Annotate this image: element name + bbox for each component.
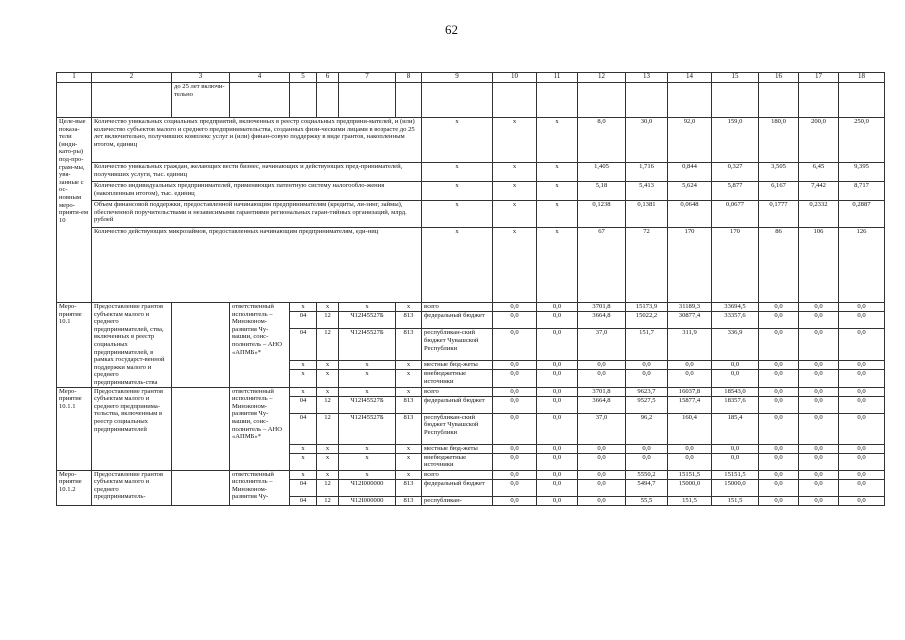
indicator-text: Объем финансовой поддержки, предоставленной начинающим предпринимателям (кредиты, ли-зинг, займы), обеспеченной поручительствами и независимыми гарантиями региональных гаран-тийных организаций, млрд. рублей xyxy=(92,201,422,228)
amount-cell: 0,0 xyxy=(799,453,839,470)
amount-cell: 0,0 xyxy=(839,453,885,470)
amount-cell: 0,0 xyxy=(799,396,839,413)
code-cell: x xyxy=(396,361,422,370)
table-cell: x xyxy=(422,182,493,201)
indicator-value: 6,167 xyxy=(759,182,799,201)
amount-cell: 0,0 xyxy=(493,312,537,329)
code-cell: x xyxy=(317,444,339,453)
amount-cell: 0,0 xyxy=(493,413,537,444)
indicator-value: 0,2332 xyxy=(799,201,839,228)
table-cell: x xyxy=(493,182,537,201)
code-cell: x xyxy=(290,303,317,312)
amount-cell: 0,0 xyxy=(578,444,626,453)
amount-cell: 0,0 xyxy=(493,396,537,413)
indicator-value: 170 xyxy=(668,228,712,303)
table-cell: x xyxy=(537,228,578,303)
amount-cell: 0,0 xyxy=(537,329,578,361)
column-header: 12 xyxy=(578,73,626,83)
amount-cell: 15000,0 xyxy=(712,479,759,496)
funding-source: всего xyxy=(422,470,493,479)
code-cell: x xyxy=(339,303,396,312)
code-cell: x xyxy=(290,470,317,479)
indicator-value: 9,395 xyxy=(839,163,885,182)
column-header: 5 xyxy=(290,73,317,83)
amount-cell: 0,0 xyxy=(759,387,799,396)
code-cell: x xyxy=(290,387,317,396)
code-cell: Ч12I45527Б xyxy=(339,329,396,361)
event-row xyxy=(57,470,885,479)
column-header: 14 xyxy=(668,73,712,83)
code-cell: x xyxy=(339,387,396,396)
amount-cell: 15000,0 xyxy=(668,479,712,496)
table-cell: x xyxy=(537,201,578,228)
table-cell: x xyxy=(422,163,493,182)
funding-source: республикан-ский бюджет Чувашской Республики xyxy=(422,329,493,361)
column-header: 2 xyxy=(92,73,172,83)
column-header: 16 xyxy=(759,73,799,83)
table-cell xyxy=(57,83,92,118)
table-cell: x xyxy=(422,201,493,228)
amount-cell: 37,0 xyxy=(578,329,626,361)
amount-cell: 33694,5 xyxy=(712,303,759,312)
amount-cell: 0,0 xyxy=(493,387,537,396)
code-cell: x xyxy=(290,444,317,453)
amount-cell: 0,0 xyxy=(759,413,799,444)
amount-cell: 0,0 xyxy=(668,453,712,470)
event-name: Предоставление грантов субъектам малого и среднего предпринимателей, ства, включенных в реестр социальных предпринимателей, в рамках государст-венной поддержки малого и среднего предприниматель-ства xyxy=(92,303,172,388)
table-cell: x xyxy=(493,201,537,228)
table-cell xyxy=(839,83,885,118)
indicator-value: 170 xyxy=(712,228,759,303)
amount-cell: 0,0 xyxy=(493,453,537,470)
table-cell xyxy=(578,83,626,118)
table-cell: x xyxy=(493,228,537,303)
indicator-value: 67 xyxy=(578,228,626,303)
code-cell: x xyxy=(339,444,396,453)
funding-source: республикан- xyxy=(422,496,493,505)
amount-cell: 0,0 xyxy=(799,312,839,329)
amount-cell: 0,0 xyxy=(537,361,578,370)
amount-cell: 0,0 xyxy=(759,303,799,312)
code-cell: x xyxy=(339,470,396,479)
indicator-value: 1,716 xyxy=(626,163,668,182)
indicator-value: 72 xyxy=(626,228,668,303)
indicator-value: 5,413 xyxy=(626,182,668,201)
indicators-label: Целе-вые показа-тели (инди-като-ры) под-про-грам-мы, увя-занные с ос-новным меро-прияти-ем 10 xyxy=(57,118,92,303)
funding-source: федеральный бюджет xyxy=(422,396,493,413)
amount-cell: 0,0 xyxy=(759,444,799,453)
indicator-value: 0,0677 xyxy=(712,201,759,228)
amount-cell: 0,0 xyxy=(537,370,578,387)
event-row xyxy=(57,303,885,312)
amount-cell: 0,0 xyxy=(712,370,759,387)
indicator-text: Количество уникальных граждан, желающих вести бизнес, начинающих и действующих пред-принимателей, получивших услуги, тыс. единиц xyxy=(92,163,422,182)
funding-source: всего xyxy=(422,303,493,312)
indicator-value: 7,442 xyxy=(799,182,839,201)
amount-cell: 0,0 xyxy=(493,329,537,361)
code-cell: 04 xyxy=(290,413,317,444)
funding-source: республикан-ский бюджет Чувашской Республики xyxy=(422,413,493,444)
amount-cell: 0,0 xyxy=(493,303,537,312)
indicator-value: 5,877 xyxy=(712,182,759,201)
table-cell xyxy=(339,83,396,118)
code-cell: Ч12I45527Б xyxy=(339,413,396,444)
indicator-value: 8,717 xyxy=(839,182,885,201)
code-cell: 04 xyxy=(290,479,317,496)
amount-cell: 0,0 xyxy=(799,413,839,444)
indicator-value: 6,45 xyxy=(799,163,839,182)
amount-cell: 0,0 xyxy=(839,329,885,361)
amount-cell: 3664,8 xyxy=(578,312,626,329)
funding-source: федеральный бюджет xyxy=(422,312,493,329)
column-header: 10 xyxy=(493,73,537,83)
indicator-text: Количество индивидуальных предпринимателей, применяющих патентную систему налогообло-жения (накопленным итогом), тыс. единиц xyxy=(92,182,422,201)
code-cell: x xyxy=(339,361,396,370)
amount-cell: 15151,5 xyxy=(668,470,712,479)
amount-cell: 37,0 xyxy=(578,413,626,444)
indicator-value: 0,2887 xyxy=(839,201,885,228)
code-cell: x xyxy=(339,453,396,470)
code-cell: x xyxy=(317,370,339,387)
amount-cell: 0,0 xyxy=(537,387,578,396)
indicator-value: 180,0 xyxy=(759,118,799,163)
table-cell: x xyxy=(537,118,578,163)
amount-cell: 0,0 xyxy=(537,479,578,496)
code-cell: Ч12I000000 xyxy=(339,496,396,505)
code-cell: Ч12I45527Б xyxy=(339,396,396,413)
amount-cell: 151,5 xyxy=(712,496,759,505)
amount-cell: 0,0 xyxy=(493,479,537,496)
amount-cell: 33357,6 xyxy=(712,312,759,329)
code-cell: x xyxy=(317,453,339,470)
indicator-value: 200,0 xyxy=(799,118,839,163)
event-label: Меро-приятие 10.1.1 xyxy=(57,387,92,470)
table-cell xyxy=(230,83,290,118)
code-cell: x xyxy=(290,453,317,470)
table-cell xyxy=(172,387,230,470)
code-cell: x xyxy=(396,453,422,470)
amount-cell: 0,0 xyxy=(759,479,799,496)
amount-cell: 5550,2 xyxy=(626,470,668,479)
indicator-value: 106 xyxy=(799,228,839,303)
column-header: 1 xyxy=(57,73,92,83)
indicator-value: 159,0 xyxy=(712,118,759,163)
code-cell: 12 xyxy=(317,312,339,329)
code-cell: x xyxy=(396,387,422,396)
amount-cell: 0,0 xyxy=(626,444,668,453)
amount-cell: 0,0 xyxy=(668,444,712,453)
amount-cell: 0,0 xyxy=(493,444,537,453)
amount-cell: 0,0 xyxy=(799,361,839,370)
table-cell: x xyxy=(422,118,493,163)
amount-cell: 0,0 xyxy=(759,453,799,470)
amount-cell: 0,0 xyxy=(759,496,799,505)
code-cell: 813 xyxy=(396,413,422,444)
column-header: 11 xyxy=(537,73,578,83)
event-label: Меро-приятие 10.1 xyxy=(57,303,92,388)
code-cell: 12 xyxy=(317,479,339,496)
amount-cell: 30877,4 xyxy=(668,312,712,329)
amount-cell: 0,0 xyxy=(759,370,799,387)
code-cell: x xyxy=(396,370,422,387)
column-header: 8 xyxy=(396,73,422,83)
event-responsible: ответственный исполнитель – Минэконом-развития Чу- xyxy=(230,470,290,505)
amount-cell: 160,4 xyxy=(668,413,712,444)
funding-source: местные бюд-жеты xyxy=(422,444,493,453)
funding-source: внебюджетные источники xyxy=(422,370,493,387)
amount-cell: 9527,5 xyxy=(626,396,668,413)
code-cell: 813 xyxy=(396,396,422,413)
amount-cell: 15151,5 xyxy=(712,470,759,479)
amount-cell: 0,0 xyxy=(799,479,839,496)
table-cell: x xyxy=(537,163,578,182)
code-cell: 813 xyxy=(396,312,422,329)
table-cell: x xyxy=(422,228,493,303)
amount-cell: 0,0 xyxy=(537,312,578,329)
table-cell xyxy=(317,83,339,118)
amount-cell: 0,0 xyxy=(839,479,885,496)
column-header: 4 xyxy=(230,73,290,83)
indicator-text: Количество действующих микрозаймов, предоставленных начинающим предпринимателям, еди-ниц xyxy=(92,228,422,303)
amount-cell: 336,9 xyxy=(712,329,759,361)
amount-cell: 0,0 xyxy=(839,387,885,396)
amount-cell: 0,0 xyxy=(578,496,626,505)
column-header: 7 xyxy=(339,73,396,83)
amount-cell: 3701,8 xyxy=(578,387,626,396)
amount-cell: 9623,7 xyxy=(626,387,668,396)
amount-cell: 151,5 xyxy=(668,496,712,505)
indicator-text: Количество уникальных социальных предприятий, включенных в реестр социальных предприни-мателей, и (или) количество субъектов малого и среднего предпринимательства, созданных физи-ческими лицами в возрасте до 25 лет включительно, получивших комплекс услуг и (или) финан-совую поддержку в виде грантов, накопленным итогом, единиц xyxy=(92,118,422,163)
column-header: 9 xyxy=(422,73,493,83)
amount-cell: 185,4 xyxy=(712,413,759,444)
code-cell: x xyxy=(317,387,339,396)
indicator-row xyxy=(57,163,885,182)
event-row xyxy=(57,387,885,396)
funding-source: федеральный бюджет xyxy=(422,479,493,496)
code-cell: 04 xyxy=(290,329,317,361)
amount-cell: 5494,7 xyxy=(626,479,668,496)
amount-cell: 0,0 xyxy=(626,370,668,387)
code-cell: x xyxy=(396,470,422,479)
amount-cell: 3664,8 xyxy=(578,396,626,413)
event-name: Предоставление грантов субъектам малого и среднего предпринима-тельства, включенным в реестр социальных предпринимателей xyxy=(92,387,172,470)
funding-source: внебюджетные источники xyxy=(422,453,493,470)
amount-cell: 0,0 xyxy=(712,444,759,453)
amount-cell: 0,0 xyxy=(712,453,759,470)
amount-cell: 0,0 xyxy=(578,470,626,479)
funding-source: местные бюд-жеты xyxy=(422,361,493,370)
indicator-value: 250,0 xyxy=(839,118,885,163)
amount-cell: 31189,3 xyxy=(668,303,712,312)
amount-cell: 0,0 xyxy=(668,370,712,387)
amount-cell: 0,0 xyxy=(578,453,626,470)
amount-cell: 96,2 xyxy=(626,413,668,444)
amount-cell: 0,0 xyxy=(578,479,626,496)
code-cell: 04 xyxy=(290,496,317,505)
table-cell xyxy=(759,83,799,118)
amount-cell: 0,0 xyxy=(759,312,799,329)
amount-cell: 0,0 xyxy=(537,413,578,444)
indicator-value: 1,405 xyxy=(578,163,626,182)
code-cell: x xyxy=(290,361,317,370)
amount-cell: 0,0 xyxy=(712,361,759,370)
indicator-row xyxy=(57,118,885,163)
table-cell: x xyxy=(493,163,537,182)
budget-table xyxy=(56,72,885,506)
event-name: Предоставление грантов субъектам малого и среднего предприниматель- xyxy=(92,470,172,505)
amount-cell: 0,0 xyxy=(578,361,626,370)
event-label: Меро-приятие 10.1.2 xyxy=(57,470,92,505)
amount-cell: 0,0 xyxy=(537,453,578,470)
column-header: 18 xyxy=(839,73,885,83)
indicator-value: 3,505 xyxy=(759,163,799,182)
table-cell xyxy=(172,303,230,388)
table-cell xyxy=(668,83,712,118)
code-cell: 813 xyxy=(396,496,422,505)
table-row xyxy=(57,83,885,118)
indicator-value: 0,844 xyxy=(668,163,712,182)
column-header: 15 xyxy=(712,73,759,83)
amount-cell: 15877,4 xyxy=(668,396,712,413)
table-cell xyxy=(537,83,578,118)
amount-cell: 0,0 xyxy=(799,303,839,312)
table-cell xyxy=(396,83,422,118)
table-cell xyxy=(493,83,537,118)
table-cell xyxy=(799,83,839,118)
indicator-value: 30,0 xyxy=(626,118,668,163)
amount-cell: 0,0 xyxy=(537,303,578,312)
amount-cell: 0,0 xyxy=(799,444,839,453)
code-cell: 813 xyxy=(396,479,422,496)
amount-cell: 0,0 xyxy=(839,444,885,453)
table-cell xyxy=(290,83,317,118)
amount-cell: 0,0 xyxy=(799,329,839,361)
code-cell: 12 xyxy=(317,396,339,413)
code-cell: x xyxy=(317,470,339,479)
amount-cell: 0,0 xyxy=(668,361,712,370)
code-cell: 04 xyxy=(290,396,317,413)
amount-cell: 0,0 xyxy=(759,470,799,479)
amount-cell: 0,0 xyxy=(839,303,885,312)
amount-cell: 16037,8 xyxy=(668,387,712,396)
column-header: 6 xyxy=(317,73,339,83)
amount-cell: 0,0 xyxy=(839,496,885,505)
code-cell: x xyxy=(317,303,339,312)
amount-cell: 0,0 xyxy=(759,361,799,370)
code-cell: 12 xyxy=(317,329,339,361)
amount-cell: 0,0 xyxy=(578,370,626,387)
code-cell: 12 xyxy=(317,496,339,505)
amount-cell: 0,0 xyxy=(537,396,578,413)
amount-cell: 0,0 xyxy=(839,312,885,329)
table-cell xyxy=(422,83,493,118)
indicator-value: 5,18 xyxy=(578,182,626,201)
funding-source: всего xyxy=(422,387,493,396)
indicator-value: 92,0 xyxy=(668,118,712,163)
amount-cell: 0,0 xyxy=(799,370,839,387)
amount-cell: 18357,6 xyxy=(712,396,759,413)
indicator-value: 126 xyxy=(839,228,885,303)
event-responsible: ответственный исполнитель – Минэконом-развития Чу-вашии, соис-полнитель – АНО «АПМБ»* xyxy=(230,387,290,470)
indicator-value: 0,1381 xyxy=(626,201,668,228)
code-cell: x xyxy=(339,370,396,387)
amount-cell: 0,0 xyxy=(493,496,537,505)
indicator-value: 86 xyxy=(759,228,799,303)
table-cell: x xyxy=(493,118,537,163)
amount-cell: 15173,9 xyxy=(626,303,668,312)
amount-cell: 55,5 xyxy=(626,496,668,505)
amount-cell: 0,0 xyxy=(537,496,578,505)
page-number: 62 xyxy=(445,22,458,37)
amount-cell: 0,0 xyxy=(626,453,668,470)
amount-cell: 0,0 xyxy=(799,496,839,505)
code-cell: x xyxy=(290,370,317,387)
amount-cell: 3701,8 xyxy=(578,303,626,312)
code-cell: 12 xyxy=(317,413,339,444)
amount-cell: 0,0 xyxy=(839,413,885,444)
event-responsible: ответственный исполнитель – Минэконом-развития Чу-вашии, соис-полнитель – АНО «АПМБ»* xyxy=(230,303,290,388)
table-cell xyxy=(92,83,172,118)
header-row xyxy=(57,73,885,83)
code-cell: Ч12I45527Б xyxy=(339,312,396,329)
age-note: до 25 лет включи-тельно xyxy=(172,83,230,118)
amount-cell: 0,0 xyxy=(799,387,839,396)
column-header: 17 xyxy=(799,73,839,83)
indicator-row xyxy=(57,182,885,201)
amount-cell: 0,0 xyxy=(493,361,537,370)
code-cell: x xyxy=(396,444,422,453)
amount-cell: 0,0 xyxy=(839,361,885,370)
indicator-value: 5,624 xyxy=(668,182,712,201)
indicator-value: 0,327 xyxy=(712,163,759,182)
amount-cell: 0,0 xyxy=(799,470,839,479)
column-header: 3 xyxy=(172,73,230,83)
amount-cell: 0,0 xyxy=(537,444,578,453)
table-cell: x xyxy=(537,182,578,201)
indicator-value: 0,0648 xyxy=(668,201,712,228)
code-cell: Ч12I000000 xyxy=(339,479,396,496)
amount-cell: 15022,2 xyxy=(626,312,668,329)
amount-cell: 0,0 xyxy=(759,329,799,361)
indicator-value: 0,1238 xyxy=(578,201,626,228)
indicator-value: 0,1777 xyxy=(759,201,799,228)
amount-cell: 18543,0 xyxy=(712,387,759,396)
amount-cell: 0,0 xyxy=(759,396,799,413)
amount-cell: 0,0 xyxy=(493,470,537,479)
table-cell xyxy=(172,470,230,505)
table-cell xyxy=(712,83,759,118)
indicator-row xyxy=(57,228,885,303)
amount-cell: 0,0 xyxy=(493,370,537,387)
code-cell: x xyxy=(317,361,339,370)
amount-cell: 0,0 xyxy=(537,470,578,479)
amount-cell: 311,9 xyxy=(668,329,712,361)
amount-cell: 0,0 xyxy=(839,470,885,479)
indicator-row xyxy=(57,201,885,228)
code-cell: 813 xyxy=(396,329,422,361)
amount-cell: 0,0 xyxy=(626,361,668,370)
amount-cell: 0,0 xyxy=(839,396,885,413)
column-header: 13 xyxy=(626,73,668,83)
table-cell xyxy=(626,83,668,118)
code-cell: x xyxy=(396,303,422,312)
amount-cell: 0,0 xyxy=(839,370,885,387)
code-cell: 04 xyxy=(290,312,317,329)
indicator-value: 8,0 xyxy=(578,118,626,163)
amount-cell: 151,7 xyxy=(626,329,668,361)
